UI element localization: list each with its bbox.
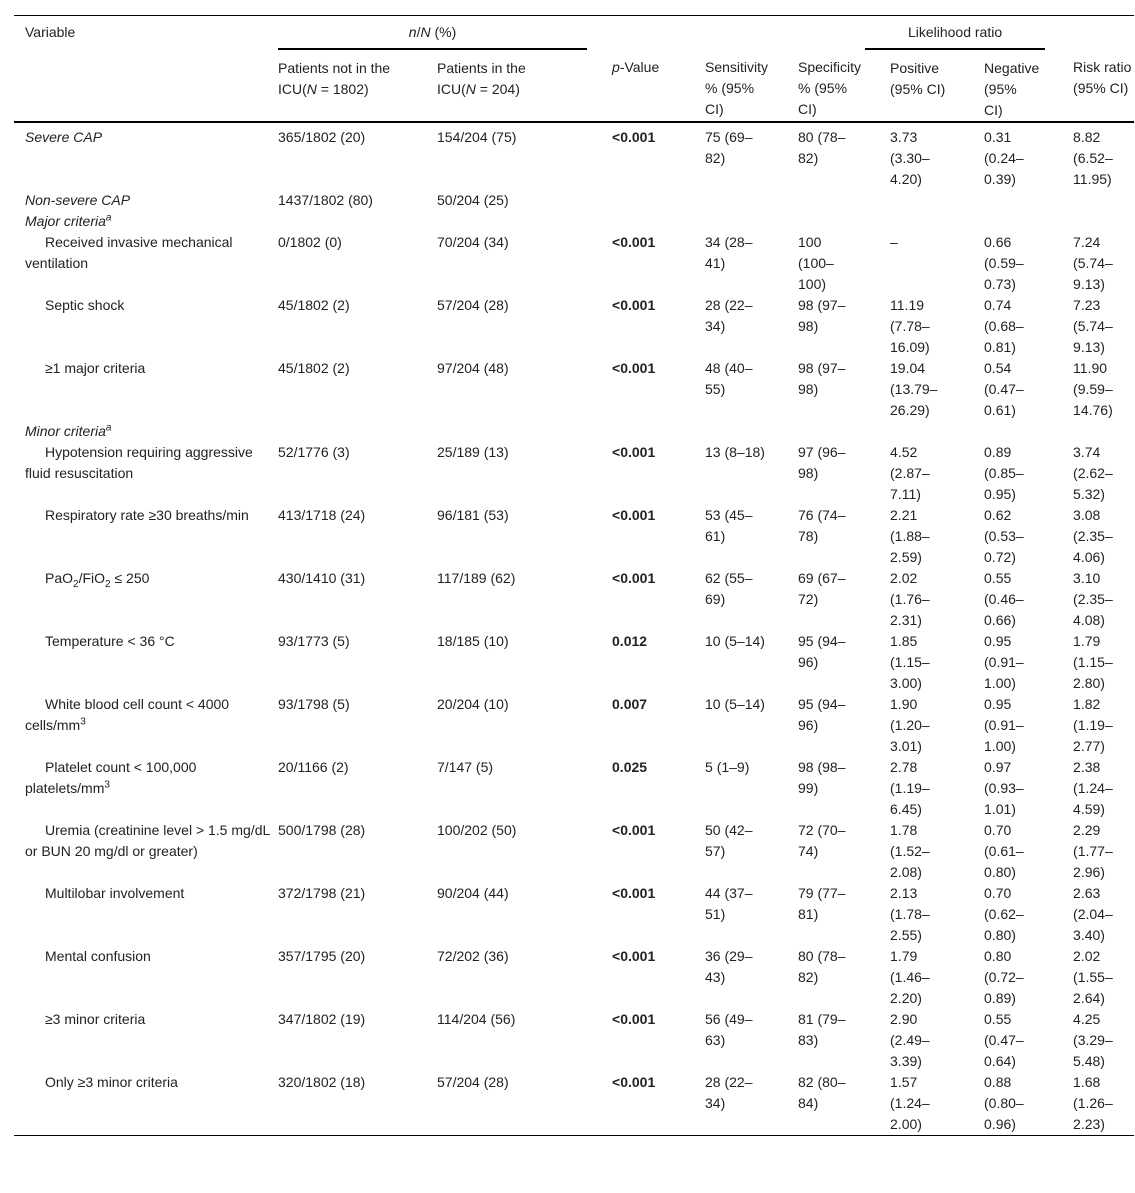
cell-pos: 2.78 (1.19–6.45) <box>890 759 930 817</box>
cell-spec: 100 (100–100) <box>798 234 834 292</box>
cell-pos: 11.19 (7.78–16.09) <box>890 297 930 355</box>
cell-rr: 2.63 (2.04–3.40) <box>1073 885 1113 943</box>
cell-sens: 36 (29–43) <box>705 948 753 985</box>
header-risk-ratio: Risk ratio (95% CI) <box>1073 59 1132 96</box>
cell-sens: 62 (55–69) <box>705 570 753 607</box>
cell-sens <box>680 190 773 211</box>
row-label: Uremia (creatinine level > 1.5 mg/dL or BUN 20 mg/dl or greater) <box>25 822 270 859</box>
row-label: Minor criteria$^a$ <box>25 422 112 439</box>
row-label: Respiratory rate ≥30 breaths/min <box>45 507 249 523</box>
cell-neg: 0.62 (0.53–0.72) <box>984 507 1024 565</box>
cell-neg: 0.95 (0.91–1.00) <box>984 696 1024 754</box>
table-row <box>14 421 1134 442</box>
cell-not-icu: 365/1802 (20) <box>278 129 366 145</box>
table-body <box>14 122 1134 1136</box>
cell-not-icu: 357/1795 (20) <box>278 948 366 964</box>
cell-neg: 0.55 (0.46–0.66) <box>984 570 1024 628</box>
header-nN-group: n/N (%) <box>278 16 587 50</box>
table-row <box>14 232 1134 295</box>
row-label: Multilobar involvement <box>45 885 185 901</box>
cell-p: <0.001 <box>612 129 656 145</box>
cell-pos: 1.57 (1.24–2.00) <box>890 1074 930 1132</box>
cell-rr: 1.68 (1.26–2.23) <box>1073 1074 1113 1132</box>
table-row <box>14 442 1134 505</box>
header-negative: Negative (95% CI) <box>984 60 1040 118</box>
row-label: ≥3 minor criteria <box>45 1011 146 1027</box>
cell-sens: 5 (1–9) <box>705 759 750 775</box>
cell-spec: 97 (96–98) <box>798 444 846 481</box>
row-label: Received invasive mechanical ventilation <box>25 234 233 271</box>
cell-icu: 57/204 (28) <box>437 1074 509 1090</box>
cell-sens: 28 (22–34) <box>705 1074 753 1111</box>
cell-spec: 72 (70–74) <box>798 822 846 859</box>
cell-sens: 13 (8–18) <box>705 444 765 460</box>
cell-rr: 1.82 (1.19–2.77) <box>1073 696 1113 754</box>
row-label: Major criteria$^a$ <box>25 212 112 229</box>
cell-spec: 82 (80–84) <box>798 1074 846 1111</box>
cell-not-icu: 347/1802 (19) <box>278 1011 366 1027</box>
header-icu: Patients in the ICU(N = 204) <box>437 60 526 97</box>
table-row <box>14 883 1134 946</box>
table-row <box>14 358 1134 421</box>
cell-neg: 0.31 (0.24–0.39) <box>984 129 1024 187</box>
cell-icu: 100/202 (50) <box>437 822 517 838</box>
cell-sens: 56 (49–63) <box>705 1011 753 1048</box>
results-table <box>14 15 1134 1136</box>
cell-sens: 10 (5–14) <box>705 633 765 649</box>
cell-neg: 0.97 (0.93–1.01) <box>984 759 1024 817</box>
cell-p: <0.001 <box>612 234 656 250</box>
cell-p: 0.025 <box>612 759 648 775</box>
cell-p: <0.001 <box>612 822 656 838</box>
cell-sens: 34 (28–41) <box>705 234 753 271</box>
cell-neg: 0.80 (0.72–0.89) <box>984 948 1024 1006</box>
table-row <box>14 122 1134 190</box>
cell-spec: 98 (97–98) <box>798 360 846 397</box>
cell-neg: 0.89 (0.85–0.95) <box>984 444 1024 502</box>
cell-not-icu: 45/1802 (2) <box>278 297 350 313</box>
cell-not-icu: 45/1802 (2) <box>278 360 350 376</box>
cell-rr: 3.08 (2.35–4.06) <box>1073 507 1113 565</box>
cell-not-icu: 93/1773 (5) <box>278 633 350 649</box>
cell-p: <0.001 <box>612 297 656 313</box>
cell-pos: 2.90 (2.49–3.39) <box>890 1011 930 1069</box>
cell-rr: 3.74 (2.62–5.32) <box>1073 444 1113 502</box>
cell-neg: 0.88 (0.80–0.96) <box>984 1074 1024 1132</box>
header-sensitivity: Sensitivity % (95% CI) <box>705 59 769 117</box>
cell-pos: 1.79 (1.46–2.20) <box>890 948 930 1006</box>
cell-spec: 69 (67–72) <box>798 570 846 607</box>
cell-icu: 154/204 (75) <box>437 129 517 145</box>
table-row <box>14 505 1134 568</box>
cell-not-icu: 500/1798 (28) <box>278 822 366 838</box>
cell-spec: 80 (78–82) <box>798 129 846 166</box>
header-positive: Positive (95% CI) <box>890 60 946 97</box>
table-row <box>14 295 1134 358</box>
cell-not-icu: 413/1718 (24) <box>278 507 366 523</box>
cell-neg: 0.70 (0.61–0.80) <box>984 822 1024 880</box>
header-pvalue: p-Value <box>612 59 660 75</box>
cell-spec: 81 (79–83) <box>798 1011 846 1048</box>
table-row <box>14 946 1134 1009</box>
cell-p: <0.001 <box>612 444 656 460</box>
header-likelihood-group: Likelihood ratio <box>865 16 1045 50</box>
cell-pos: 2.13 (1.78–2.55) <box>890 885 930 943</box>
table-row <box>14 820 1134 883</box>
cell-icu: 96/181 (53) <box>437 507 509 523</box>
cell-p: <0.001 <box>612 1074 656 1090</box>
cell-icu: 57/204 (28) <box>437 297 509 313</box>
cell-not-icu: 93/1798 (5) <box>278 696 350 712</box>
cell-icu: 72/202 (36) <box>437 948 509 964</box>
header-row-1 <box>14 16 1134 50</box>
cell-p: <0.001 <box>612 885 656 901</box>
cell-neg: 0.55 (0.47–0.64) <box>984 1011 1024 1069</box>
cell-pos: 1.85 (1.15–3.00) <box>890 633 930 691</box>
cell-rr <box>1045 190 1134 211</box>
row-label: Temperature < 36 °C <box>45 633 175 649</box>
cell-sens: 48 (40–55) <box>705 360 753 397</box>
header-not-icu: Patients not in the ICU(N = 1802) <box>278 60 391 97</box>
table-row <box>14 211 1134 232</box>
cell-sens: 75 (69–82) <box>705 129 753 166</box>
cell-neg <box>959 190 1045 211</box>
cell-rr: 4.25 (3.29–5.48) <box>1073 1011 1113 1069</box>
header-variable: Variable <box>25 24 76 40</box>
row-label: Only ≥3 minor criteria <box>45 1074 178 1090</box>
cell-neg: 0.74 (0.68–0.81) <box>984 297 1024 355</box>
cell-icu: 7/147 (5) <box>437 759 494 775</box>
cell-p: <0.001 <box>612 1011 656 1027</box>
table-row <box>14 694 1134 757</box>
results-table-container <box>14 15 1134 1136</box>
cell-rr: 7.24 (5.74–9.13) <box>1073 234 1113 292</box>
cell-sens: 53 (45–61) <box>705 507 753 544</box>
header-specificity: Specificity % (95% CI) <box>798 59 862 117</box>
cell-spec: 98 (97–98) <box>798 297 846 334</box>
table-row <box>14 190 1134 211</box>
cell-pos: 2.21 (1.88–2.59) <box>890 507 930 565</box>
cell-sens: 50 (42–57) <box>705 822 753 859</box>
cell-rr: 1.79 (1.15–2.80) <box>1073 633 1113 691</box>
table-row <box>14 757 1134 820</box>
cell-not-icu: 52/1776 (3) <box>278 444 350 460</box>
cell-spec <box>773 190 865 211</box>
cell-p: <0.001 <box>612 507 656 523</box>
row-label: Hypotension requiring aggressive fluid resuscitation <box>25 444 253 481</box>
cell-neg: 0.54 (0.47–0.61) <box>984 360 1024 418</box>
cell-rr: 2.29 (1.77–2.96) <box>1073 822 1113 880</box>
row-label: Septic shock <box>45 297 125 313</box>
cell-icu: 90/204 (44) <box>437 885 509 901</box>
cell-p: <0.001 <box>612 570 656 586</box>
row-label: Mental confusion <box>45 948 151 964</box>
cell-pos: 2.02 (1.76–2.31) <box>890 570 930 628</box>
table-row <box>14 1072 1134 1136</box>
cell-spec: 79 (77–81) <box>798 885 846 922</box>
cell-pos: 4.52 (2.87–7.11) <box>890 444 930 502</box>
cell-sens: 10 (5–14) <box>705 696 765 712</box>
row-label: Platelet count < 100,000 platelets/$mm^3$ <box>25 759 197 796</box>
cell-rr: 8.82 (6.52–11.95) <box>1073 129 1113 187</box>
cell-not-icu: 1437/1802 (80) <box>278 192 373 208</box>
cell-sens: 44 (37–51) <box>705 885 753 922</box>
cell-icu: 18/185 (10) <box>437 633 509 649</box>
cell-p <box>587 190 680 211</box>
cell-not-icu: 20/1166 (2) <box>278 759 349 775</box>
cell-spec: 95 (94–96) <box>798 696 846 733</box>
cell-icu: 50/204 (25) <box>437 192 509 208</box>
cell-p: <0.001 <box>612 948 656 964</box>
cell-icu: 114/204 (56) <box>437 1011 516 1027</box>
cell-icu: 97/204 (48) <box>437 360 509 376</box>
cell-icu: 70/204 (34) <box>437 234 509 250</box>
cell-neg: 0.70 (0.62–0.80) <box>984 885 1024 943</box>
row-label: White blood cell count < 4000 cells/$mm^3$ <box>25 696 230 733</box>
cell-spec: 80 (78–82) <box>798 948 846 985</box>
cell-rr: 2.02 (1.55–2.64) <box>1073 948 1113 1006</box>
cell-p: 0.007 <box>612 696 648 712</box>
cell-pos: 1.90 (1.20–3.01) <box>890 696 930 754</box>
header-row-2 <box>14 49 1134 122</box>
cell-not-icu: 0/1802 (0) <box>278 234 342 250</box>
row-label: PaO$_2$/FiO$_2$ ≤ 250 <box>45 570 150 590</box>
cell-pos: 1.78 (1.52–2.08) <box>890 822 930 880</box>
cell-p: 0.012 <box>612 633 648 649</box>
row-label: Severe CAP <box>25 129 103 145</box>
cell-pos: – <box>890 234 898 250</box>
table-row <box>14 1009 1134 1072</box>
cell-not-icu: 320/1802 (18) <box>278 1074 366 1090</box>
cell-p: <0.001 <box>612 360 656 376</box>
row-label: Non-severe CAP <box>25 192 131 208</box>
cell-spec: 95 (94–96) <box>798 633 846 670</box>
cell-icu: 117/189 (62) <box>437 570 516 586</box>
cell-sens: 28 (22–34) <box>705 297 753 334</box>
cell-rr: 7.23 (5.74–9.13) <box>1073 297 1113 355</box>
table-row <box>14 631 1134 694</box>
cell-neg: 0.66 (0.59–0.73) <box>984 234 1024 292</box>
cell-pos: 19.04 (13.79–26.29) <box>890 360 938 418</box>
row-label: ≥1 major criteria <box>45 360 146 376</box>
cell-pos: 3.73 (3.30–4.20) <box>890 129 930 187</box>
cell-rr: 11.90 (9.59–14.76) <box>1073 360 1113 418</box>
cell-rr: 2.38 (1.24–4.59) <box>1073 759 1113 817</box>
table-row <box>14 568 1134 631</box>
cell-pos <box>865 190 959 211</box>
cell-neg: 0.95 (0.91–1.00) <box>984 633 1024 691</box>
cell-spec: 98 (98–99) <box>798 759 846 796</box>
cell-spec: 76 (74–78) <box>798 507 846 544</box>
cell-not-icu: 430/1410 (31) <box>278 570 366 586</box>
cell-icu: 25/189 (13) <box>437 444 509 460</box>
cell-rr: 3.10 (2.35–4.08) <box>1073 570 1113 628</box>
cell-not-icu: 372/1798 (21) <box>278 885 366 901</box>
cell-icu: 20/204 (10) <box>437 696 509 712</box>
